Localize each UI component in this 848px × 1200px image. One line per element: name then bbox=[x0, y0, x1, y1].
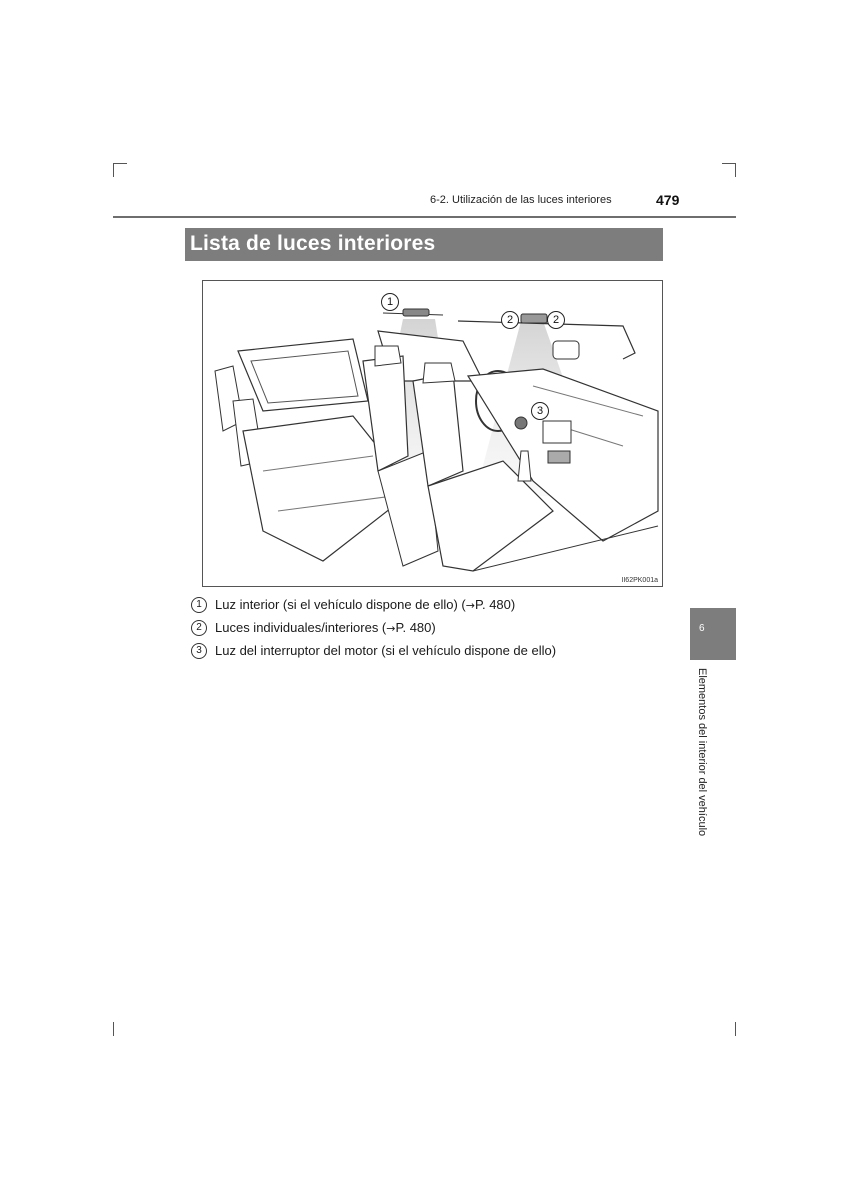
page-number: 479 bbox=[656, 192, 680, 208]
legend-item bbox=[191, 593, 661, 616]
section-title-bar bbox=[185, 228, 663, 261]
legend-text: Luz del interruptor del motor (si el vehículo dispone de ello) bbox=[215, 643, 557, 658]
callout-3-engine-switch: 3 bbox=[531, 402, 549, 420]
legend-list bbox=[191, 593, 661, 662]
legend-item bbox=[191, 616, 661, 639]
section-title: Lista de luces interiores bbox=[190, 232, 436, 255]
chapter-label: Elementos del interior del vehículo bbox=[696, 668, 708, 837]
interior-illustration bbox=[202, 280, 663, 587]
legend-number: 1 bbox=[191, 597, 207, 613]
legend-number: 3 bbox=[191, 643, 207, 659]
crop-mark-top-left-h bbox=[113, 163, 127, 164]
dome-light bbox=[403, 309, 429, 316]
chapter-number: 6 bbox=[699, 623, 705, 634]
crop-mark-top-left-v bbox=[113, 163, 114, 177]
callout-2-individual-light-left: 2 bbox=[501, 311, 519, 329]
legend-item bbox=[191, 639, 661, 662]
legend-text: Luces individuales/interiores (→P. 480) bbox=[215, 620, 436, 635]
running-header: 6-2. Utilización de las luces interiores bbox=[430, 194, 612, 206]
legend-text: Luz interior (si el vehículo dispone de ello) (→P. 480) bbox=[215, 597, 516, 612]
crop-mark-bottom-right bbox=[735, 1022, 736, 1036]
arrow-icon: → bbox=[465, 599, 475, 612]
overhead-console bbox=[521, 314, 547, 323]
chapter-tab bbox=[690, 608, 736, 660]
callout-2-individual-light-right: 2 bbox=[547, 311, 565, 329]
figure-code: II62PK001a bbox=[621, 577, 658, 584]
crop-mark-bottom-left bbox=[113, 1022, 114, 1036]
callout-1-dome-light: 1 bbox=[381, 293, 399, 311]
engine-switch bbox=[515, 417, 527, 429]
arrow-icon: → bbox=[386, 622, 396, 635]
crop-mark-top-right-v bbox=[735, 163, 736, 177]
header-rule bbox=[113, 216, 736, 218]
crop-mark-top-right-h bbox=[722, 163, 736, 164]
car-interior-drawing bbox=[203, 281, 663, 587]
legend-number: 2 bbox=[191, 620, 207, 636]
